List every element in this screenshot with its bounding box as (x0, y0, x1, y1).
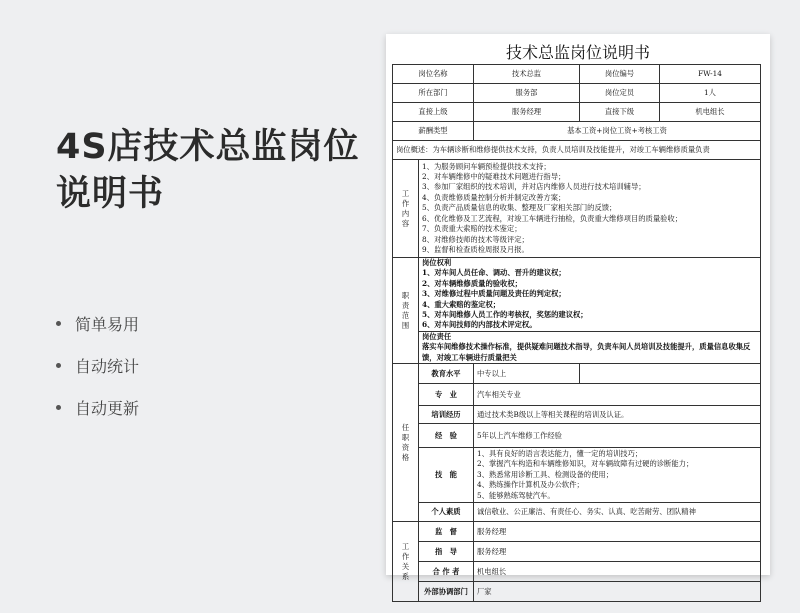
resp-text: 落实车间维修技术操作标准，提供疑难问题技术指导，负责车间人员培训及技能提升，质量信息收集反馈，对竣工车辆进行质量把关 (422, 342, 751, 362)
table-row (393, 258, 761, 332)
qual-row (419, 364, 580, 384)
rights-title: 岗位权利 (422, 258, 452, 267)
qual-filler (580, 364, 761, 384)
table-row (393, 65, 761, 84)
duty-item: 5、负责产品质量信息的收集、整理及厂家相关部门的反馈； (422, 203, 617, 213)
duty-item: 7、负责重大索赔的技术鉴定； (422, 224, 522, 234)
relation-value: 机电组长 (474, 562, 761, 582)
bullet-icon (56, 321, 61, 326)
table-row (393, 384, 761, 406)
qual-key: 经 验 (419, 424, 474, 448)
feature-item (56, 313, 139, 355)
table-row (393, 542, 761, 562)
section-label-duties: 工作内容 (393, 160, 419, 258)
relation-key: 监 督 (419, 522, 474, 542)
duty-item: 4、负责维修质量控制分析并制定改善方案； (422, 192, 566, 202)
relation-value: 服务经理 (474, 522, 761, 542)
right-item: 1、对车间人员任命、调动、晋升的建议权； (422, 268, 566, 278)
duties-cell (419, 160, 761, 258)
resp-title: 岗位责任 (422, 331, 452, 341)
table-row (393, 406, 761, 424)
value-cell: 机电组长 (660, 103, 761, 122)
value-cell: 服务部 (474, 84, 580, 103)
relation-value: 服务经理 (474, 542, 761, 562)
table-row (393, 582, 761, 602)
qual-key: 技 能 (419, 448, 474, 503)
qual-key: 个人素质 (419, 503, 474, 522)
duty-item: 3、参加厂家组织的技术培训，并对店内维修人员进行技术培训辅导； (422, 182, 646, 192)
skills-cell (474, 448, 761, 503)
label-cell: 岗位编号 (580, 65, 660, 84)
qual-value: 汽车相关专业 (474, 384, 761, 406)
label-cell: 直接上级 (393, 103, 474, 122)
feature-item (56, 355, 139, 397)
qual-value: 通过技术类B级以上等相关课程的培训及认证。 (474, 406, 761, 424)
responsibility-cell (419, 331, 761, 363)
bullet-icon (56, 363, 61, 368)
value-cell: FW-14 (660, 65, 761, 84)
value-cell: 1人 (660, 84, 761, 103)
value-cell: 技术总监 (474, 65, 580, 84)
right-item: 4、重大索赔的鉴定权； (422, 299, 501, 309)
table-row (393, 522, 761, 542)
page-title: 4S店技术总监岗位说明书 (56, 127, 360, 214)
qual-key: 专 业 (419, 384, 474, 406)
overview-cell: 岗位概述：为车辆诊断和维修提供技术支持，负责人员培训及技能提升，对竣工车辆维修质量负责 (393, 141, 761, 160)
skill-item: 5、能够熟练驾驶汽车。 (477, 490, 555, 500)
document-preview (386, 34, 770, 596)
table-row (393, 503, 761, 522)
table-row (393, 448, 761, 503)
duty-item: 9、监督和检查质检周报及月报。 (422, 244, 529, 254)
skill-item: 4、熟练操作计算机及办公软件； (477, 480, 584, 490)
feature-item (56, 397, 139, 439)
feature-label: 自动统计 (75, 357, 140, 376)
label-cell: 薪酬类型 (393, 122, 474, 141)
feature-list (56, 313, 139, 439)
qual-value: 中专以上 (477, 368, 507, 378)
job-description-table (392, 64, 761, 602)
right-item: 3、对维修过程中质量问题及责任的判定权； (422, 289, 566, 299)
rights-cell (419, 258, 761, 332)
table-row (393, 562, 761, 582)
label-cell: 岗位名称 (393, 65, 474, 84)
qual-key: 教育水平 (419, 364, 474, 383)
value-cell: 基本工资+岗位工资+考核工资 (474, 122, 761, 141)
duty-item: 2、对车辆维修中的疑难技术问题进行指导； (422, 172, 566, 182)
table-row (393, 122, 761, 141)
section-label-relations: 工作关系 (393, 522, 419, 602)
bullet-icon (56, 405, 61, 410)
right-item: 5、对车间维修人员工作的考核权，奖惩的建议权； (422, 310, 588, 320)
section-label-qualification: 任职资格 (393, 364, 419, 522)
label-cell: 直接下级 (580, 103, 660, 122)
duty-item: 1、为服务顾问车辆预检提供技术支持； (422, 161, 551, 171)
duty-item: 8、对维修技师的技术等级评定； (422, 234, 529, 244)
table-row (393, 364, 761, 384)
feature-label: 简单易用 (75, 315, 140, 334)
relation-key: 指 导 (419, 542, 474, 562)
feature-label: 自动更新 (75, 399, 140, 418)
table-row (393, 141, 761, 160)
relation-key: 外部协调部门 (419, 582, 474, 602)
duty-item: 6、优化维修及工艺流程，对竣工车辆进行抽检，负责重大维修项目的质量验收； (422, 213, 683, 223)
qual-key: 培训经历 (419, 406, 474, 424)
label-cell: 岗位定员 (580, 84, 660, 103)
table-row (393, 424, 761, 448)
qual-value: 诚信敬业、公正廉洁、有责任心、务实、认真、吃苦耐劳、团队精神 (474, 503, 761, 522)
right-item: 6、对车间技师的内部技术评定权。 (422, 320, 537, 330)
table-row (393, 84, 761, 103)
table-row (393, 331, 761, 363)
document-title: 技术总监岗位说明书 (505, 43, 650, 62)
label-cell: 所在部门 (393, 84, 474, 103)
table-row (393, 160, 761, 258)
right-item: 2、对车辆维修质量的验收权； (422, 278, 522, 288)
qual-value: 5年以上汽车维修工作经验 (474, 424, 761, 448)
relation-value: 厂家 (474, 582, 761, 602)
skill-item: 1、具有良好的语言表达能力，懂一定的培训技巧； (477, 449, 643, 459)
skill-item: 2、掌握汽车构造和车辆维修知识，对车辆故障有过硬的诊断能力； (477, 459, 694, 469)
table-row (393, 103, 761, 122)
relation-key: 合 作 者 (419, 562, 474, 582)
section-label-scope: 职责范围 (393, 258, 419, 364)
skill-item: 3、熟悉常用诊断工具、检测设备的使用； (477, 469, 613, 479)
value-cell: 服务经理 (474, 103, 580, 122)
